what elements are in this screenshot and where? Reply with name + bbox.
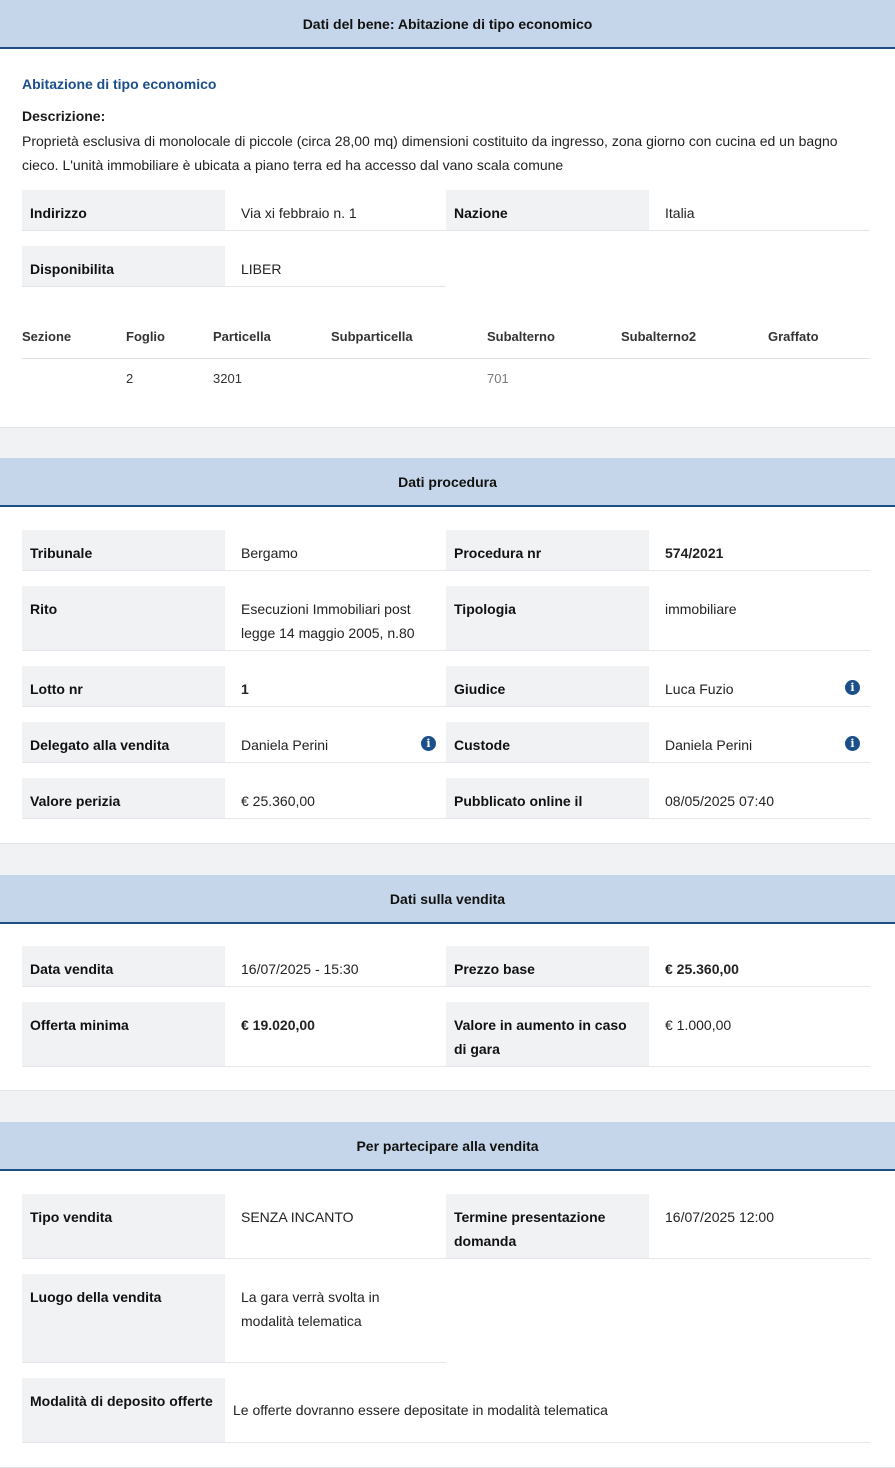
- field-tribunale: [22, 530, 446, 571]
- field-label: Valore in aumento in caso di gara: [446, 1002, 649, 1066]
- property-type-title: Abitazione di tipo economico: [22, 76, 217, 92]
- field-label: Disponibilita: [22, 246, 225, 286]
- field-label: Valore perizia: [22, 778, 225, 818]
- giudice-name: Luca Fuzio: [665, 681, 734, 697]
- section-header-procedura: Dati procedura: [0, 458, 895, 507]
- field-label: Custode: [446, 722, 649, 762]
- field-indirizzo: [22, 190, 446, 231]
- col-subalterno2: Subalterno2: [621, 329, 697, 344]
- col-subparticella: Subparticella: [331, 329, 413, 344]
- field-label: Nazione: [446, 190, 649, 230]
- field-valore-perizia: [22, 778, 446, 819]
- col-subalterno: Subalterno: [487, 329, 555, 344]
- info-circle-icon[interactable]: i: [845, 680, 860, 695]
- table-row: [22, 359, 870, 401]
- col-particella: Particella: [213, 329, 271, 344]
- section-header-vendita: Dati sulla vendita: [0, 875, 895, 924]
- field-label: Indirizzo: [22, 190, 225, 230]
- field-deposito: [22, 1378, 870, 1443]
- field-value: 08/05/2025 07:40: [665, 793, 774, 809]
- field-value: Esecuzioni Immobiliari post legge 14 maggio 2005, n.80: [241, 601, 415, 641]
- field-label: Pubblicato online il: [446, 778, 649, 818]
- field-label: Tribunale: [22, 530, 225, 570]
- field-custode: [446, 722, 870, 763]
- cadastral-table: [22, 317, 870, 401]
- field-procedura-nr: [446, 530, 870, 571]
- field-value: € 25.360,00: [665, 961, 739, 977]
- field-value: 574/2021: [665, 545, 724, 561]
- cell-subalterno: 701: [487, 371, 509, 386]
- card-dati-vendita: [0, 875, 895, 1091]
- field-valore-aumento: [446, 1002, 870, 1067]
- field-disponibilita: [22, 246, 446, 287]
- field-value: € 1.000,00: [665, 1017, 732, 1033]
- field-label: Tipologia: [446, 586, 649, 650]
- field-value: Italia: [665, 205, 695, 221]
- field-nazione: [446, 190, 870, 231]
- field-label: Delegato alla vendita: [22, 722, 225, 762]
- card-dati-procedura: [0, 458, 895, 844]
- field-value: 16/07/2025 - 15:30: [241, 961, 359, 977]
- field-value: Bergamo: [241, 545, 298, 561]
- field-value: [649, 722, 870, 762]
- field-value: immobiliare: [665, 601, 737, 617]
- cadastral-table-header: [22, 317, 870, 359]
- field-value: LIBER: [241, 261, 282, 277]
- field-rito: [22, 586, 446, 651]
- field-value: 16/07/2025 12:00: [665, 1209, 774, 1225]
- custode-name: Daniela Perini: [665, 737, 753, 753]
- field-label: Luogo della vendita: [22, 1274, 225, 1362]
- section-header-bene: Dati del bene: Abitazione di tipo economico: [0, 0, 895, 49]
- field-termine: [446, 1194, 870, 1259]
- field-delegato: [22, 722, 446, 763]
- field-data-vendita: [22, 946, 446, 987]
- description-text: Proprietà esclusiva di monolocale di piccole (circa 28,00 mq) dimensioni costituito da ingresso, zona giorno con cucina ed un bagno cieco. L'unità immobiliare è ubicata a piano terra ed ha accesso dal vano scala comune: [22, 133, 838, 173]
- field-luogo: [22, 1274, 446, 1363]
- field-value: La gara verrà svolta in modalità telematica: [241, 1289, 380, 1329]
- field-label: Procedura nr: [446, 530, 649, 570]
- cell-particella: 3201: [213, 371, 242, 386]
- field-label: Giudice: [446, 666, 649, 706]
- field-tipo-vendita: [22, 1194, 446, 1259]
- info-circle-icon[interactable]: i: [421, 736, 436, 751]
- field-lotto: [22, 666, 446, 707]
- field-value: € 25.360,00: [241, 793, 315, 809]
- field-label: Offerta minima: [22, 1002, 225, 1066]
- section-header-partecipare: Per partecipare alla vendita: [0, 1122, 895, 1171]
- field-value: [225, 722, 446, 762]
- col-sezione: Sezione: [22, 329, 72, 344]
- description-label: Descrizione:: [22, 108, 106, 124]
- field-value: SENZA INCANTO: [241, 1209, 354, 1225]
- field-prezzo-base: [446, 946, 870, 987]
- col-graffato: Graffato: [768, 329, 819, 344]
- field-label: Lotto nr: [22, 666, 225, 706]
- info-circle-icon[interactable]: i: [845, 736, 860, 751]
- cell-foglio: 2: [126, 371, 134, 386]
- field-pubblicato: [446, 778, 870, 819]
- col-foglio: Foglio: [126, 329, 165, 344]
- card-partecipare: [0, 1122, 895, 1468]
- field-label: Termine presentazione domanda: [446, 1194, 649, 1258]
- delegato-name: Daniela Perini: [241, 737, 329, 753]
- card-dati-bene: [0, 0, 895, 428]
- field-tipologia: [446, 586, 870, 651]
- field-label: Tipo vendita: [22, 1194, 225, 1258]
- field-value: Via xi febbraio n. 1: [241, 205, 357, 221]
- field-value: 1: [241, 681, 249, 697]
- field-value: [649, 666, 870, 706]
- field-label: Data vendita: [22, 946, 225, 986]
- field-value: Le offerte dovranno essere depositate in modalità telematica: [233, 1402, 608, 1418]
- field-label: Prezzo base: [446, 946, 649, 986]
- field-giudice: [446, 666, 870, 707]
- field-label: Modalità di deposito offerte: [22, 1378, 225, 1442]
- field-value: € 19.020,00: [241, 1017, 315, 1033]
- field-label: Rito: [22, 586, 225, 650]
- field-offerta-minima: [22, 1002, 446, 1067]
